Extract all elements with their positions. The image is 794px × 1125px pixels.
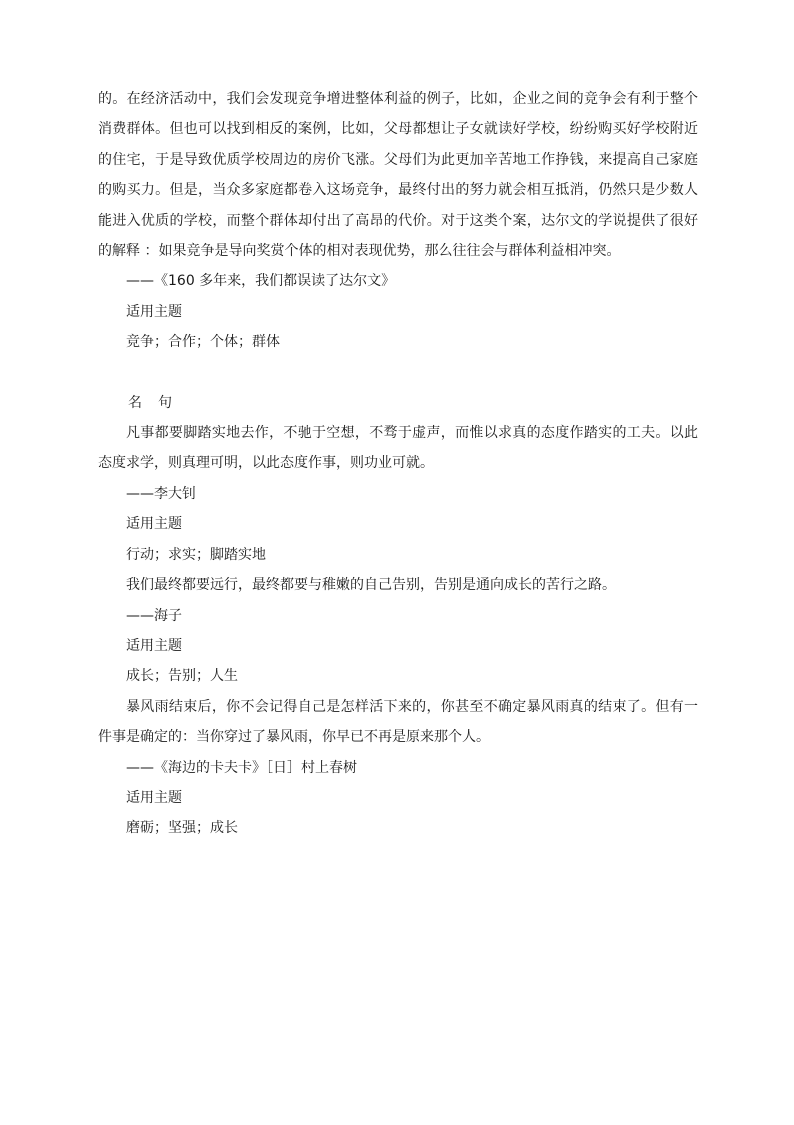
intro-theme-label: 适用主题: [126, 303, 182, 320]
quote-text: 凡事都要脚踏实地去作，不驰于空想，不骛于虚声，而惟以求真的态度作踏实的工夫。以此态度求学，则真理可明，以此态度作事，则功业可就。: [98, 425, 698, 472]
quote-text: 暴风雨结束后，你不会记得自己是怎样活下来的，你甚至不确定暴风雨真的结束了。但有一件事是确定的：当你穿过了暴风雨，你早已不再是原来那个人。: [98, 698, 698, 746]
quote-source: ——海子: [126, 607, 182, 624]
quote-theme-tags: 成长；告别；人生: [126, 668, 238, 685]
quote-theme-tags: 行动；求实；脚踏实地: [126, 546, 266, 563]
quote-theme-label: 适用主题: [126, 516, 182, 533]
quote-source: ——《海边的卡夫卡》［日］村上春树: [126, 759, 357, 776]
intro-source: ——《160 多年来，我们都误读了达尔文》: [126, 273, 396, 290]
quote-theme-label: 适用主题: [126, 637, 182, 654]
quote-source: ——李大钊: [126, 485, 196, 502]
section-title: 名句: [128, 394, 188, 411]
quote-theme-tags: 磨砺；坚强；成长: [126, 820, 238, 837]
quote-theme-label: 适用主题: [126, 789, 182, 806]
document-content: [98, 84, 698, 844]
section-gap: [98, 358, 698, 388]
intro-paragraph: 的。在经济活动中，我们会发现竞争增进整体利益的例子，比如，企业之间的竞争会有利于整个消费群体。但也可以找到相反的案例，比如，父母都想让子女就读好学校，纷纷购买好学校附近的住宅，于是导致优质学校周边的房价飞涨。父母们为此更加辛苦地工作挣钱，来提高自己家庭的购买力。但是，当众多家庭都卷入这场竞争，最终付出的努力就会相互抵消，仍然只是少数人能进入优质的学校，而整个群体却付出了高昂的代价。对于这类个案，达尔文的学说提供了很好的解释 ：如果竞争是导向奖赏个体的相对表现优势，那么往往会与群体利益相冲突。: [98, 91, 698, 260]
quote-text: 我们最终都要远行，最终都要与稚嫩的自己告别，告别是通向成长的苦行之路。: [126, 577, 616, 594]
intro-theme-tags: 竞争；合作；个体；群体: [126, 334, 280, 351]
